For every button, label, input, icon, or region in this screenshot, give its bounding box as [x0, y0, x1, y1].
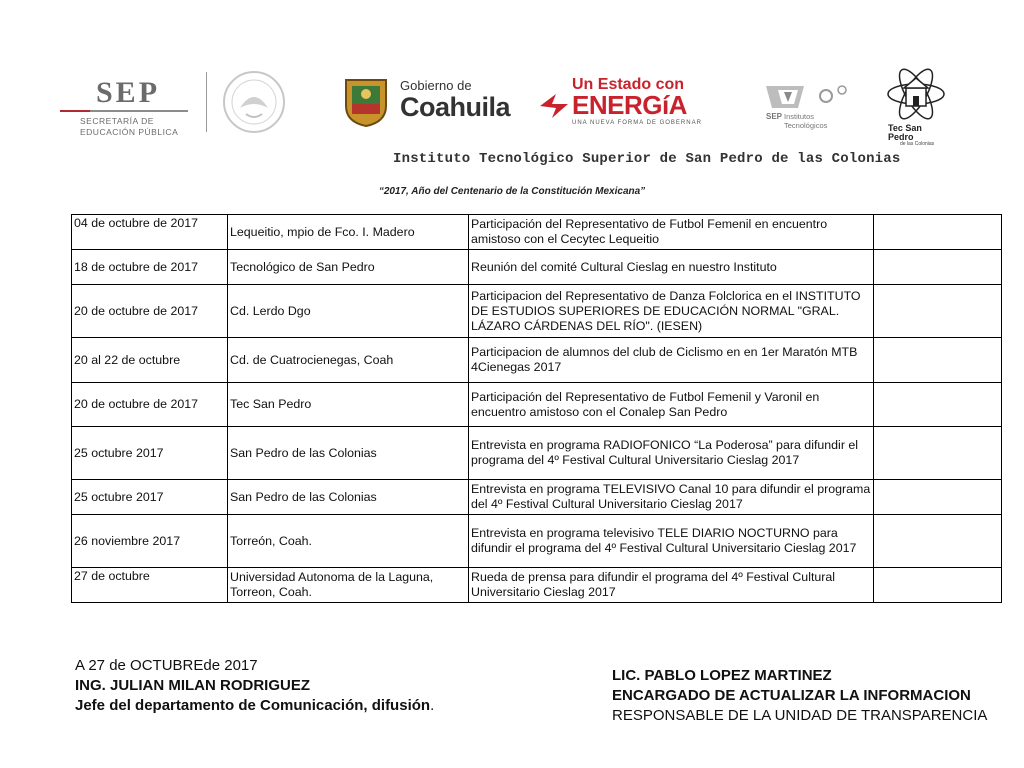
activity-cell: Participación del Representativo de Futbol Femenil y Varonil en encuentro amistoso con el Conalep San Pedro: [469, 383, 874, 427]
coahuila-logo-small: Gobierno de: [400, 78, 472, 93]
date-cell: 26 noviembre 2017: [72, 515, 228, 568]
extra-cell: [874, 285, 1002, 338]
date-cell: 27 de octubre: [72, 568, 228, 603]
place-cell: Tecnológico de San Pedro: [228, 250, 469, 285]
place-cell: Universidad Autonoma de la Laguna, Torreon, Coah.: [228, 568, 469, 603]
table-row: [72, 383, 1002, 427]
energia-logo-sub: UNA NUEVA FORMA DE GOBERNAR: [572, 120, 702, 126]
date-cell: 04 de octubre de 2017: [72, 215, 228, 250]
seal-divider: [206, 72, 207, 132]
place-cell: San Pedro de las Colonias: [228, 480, 469, 515]
activity-cell: Rueda de prensa para difundir el programa del 4º Festival Cultural Universitario Cieslag 2017: [469, 568, 874, 603]
table-row: [72, 515, 1002, 568]
table-row: [72, 480, 1002, 515]
sep-logo-text: SEP: [96, 76, 161, 109]
table-row: [72, 568, 1002, 603]
signature-date: A 27 de OCTUBREde 2017: [75, 657, 258, 674]
extra-cell: [874, 515, 1002, 568]
sep-logo-line1: SECRETARÍA DE: [80, 116, 154, 126]
extra-cell: [874, 480, 1002, 515]
date-cell: 18 de octubre de 2017: [72, 250, 228, 285]
place-cell: Torreón, Coah.: [228, 515, 469, 568]
sep-it-logo-icon: [764, 80, 854, 134]
place-cell: Cd. de Cuatrocienegas, Coah: [228, 338, 469, 383]
institute-title: Instituto Tecnológico Superior de San Pedro de las Colonias: [393, 151, 901, 167]
coahuila-logo: [400, 78, 520, 128]
date-cell: 20 de octubre de 2017: [72, 285, 228, 338]
date-cell: 20 al 22 de octubre: [72, 338, 228, 383]
table-row: [72, 338, 1002, 383]
place-cell: San Pedro de las Colonias: [228, 427, 469, 480]
signature-left: [75, 656, 434, 716]
energia-arrow-icon: [538, 90, 570, 122]
signature-left-role: Jefe del departamento de Comunicación, difusión: [75, 697, 431, 714]
table-row: [72, 250, 1002, 285]
coahuila-logo-big: Coahuila: [400, 92, 511, 122]
events-table: [71, 214, 1002, 603]
sep-it-label: SEP: [766, 112, 783, 121]
tec-logo-name: Tec San Pedro: [888, 123, 922, 142]
activity-cell: Entrevista en programa televisivo TELE DIARIO NOCTURNO para difundir el programa del 4º Festival Cultural Universitario Cieslag 2017: [469, 515, 874, 568]
activity-cell: Participacion del Representativo de Danza Folclorica en el INSTITUTO DE ESTUDIOS SUPERIORES DE EDUCACIÓN NORMAL "GRAL. LÁZARO CÁRDENAS DEL RÍO". (IESEN): [469, 285, 874, 338]
activity-cell: Reunión del comité Cultural Cieslag en nuestro Instituto: [469, 250, 874, 285]
table-row: [72, 427, 1002, 480]
signature-right-name: LIC. PABLO LOPEZ MARTINEZ: [612, 667, 832, 684]
sep-logo-rule-accent: [60, 110, 90, 112]
year-title: “2017, Año del Centenario de la Constitución Mexicana”: [378, 186, 646, 197]
activity-cell: Entrevista en programa TELEVISIVO Canal 10 para difundir el programa del 4º Festival Cultural Universitario Cieslag 2017: [469, 480, 874, 515]
extra-cell: [874, 568, 1002, 603]
signature-left-role-end: .: [430, 697, 435, 714]
sep-it-name: Institutos Tecnológicos: [784, 112, 828, 130]
place-cell: Cd. Lerdo Dgo: [228, 285, 469, 338]
date-cell: 20 de octubre de 2017: [72, 383, 228, 427]
energia-logo-top: Un Estado con: [572, 76, 685, 93]
date-cell: 25 octubre 2017: [72, 480, 228, 515]
table-row: [72, 215, 1002, 250]
mexico-seal-icon: [206, 68, 298, 136]
place-cell: Tec San Pedro: [228, 383, 469, 427]
activity-cell: Participación del Representativo de Futbol Femenil en encuentro amistoso con el Cecytec Lequeitio: [469, 215, 874, 250]
date-cell: 25 octubre 2017: [72, 427, 228, 480]
signature-right: [612, 666, 987, 726]
extra-cell: [874, 338, 1002, 383]
extra-cell: [874, 427, 1002, 480]
table-row: [72, 285, 1002, 338]
sep-logo-line2: EDUCACIÓN PÚBLICA: [80, 127, 179, 137]
signature-right-role1: ENCARGADO DE ACTUALIZAR LA INFORMACION: [612, 687, 971, 704]
signature-left-name: ING. JULIAN MILAN RODRIGUEZ: [75, 677, 310, 694]
signature-left-role-line: [75, 696, 434, 716]
signature-right-role2: RESPONSABLE DE LA UNIDAD DE TRANSPARENCIA: [612, 707, 988, 724]
extra-cell: [874, 250, 1002, 285]
energia-logo: [538, 76, 708, 130]
extra-cell: [874, 383, 1002, 427]
energia-logo-big: ENERGíA: [572, 90, 687, 120]
sep-logo: [60, 70, 200, 140]
tec-logo-sub: de las Colonias: [900, 141, 935, 147]
activity-cell: Entrevista en programa RADIOFONICO “La Poderosa” para difundir el programa del 4º Festival Cultural Universitario Cieslag 2017: [469, 427, 874, 480]
tec-san-pedro-atom-icon: [884, 66, 948, 146]
extra-cell: [874, 215, 1002, 250]
activity-cell: Participacion de alumnos del club de Ciclismo en en 1er Maratón MTB 4Cienegas 2017: [469, 338, 874, 383]
place-cell: Lequeitio, mpio de Fco. I. Madero: [228, 215, 469, 250]
coahuila-shield-icon: [342, 76, 390, 128]
